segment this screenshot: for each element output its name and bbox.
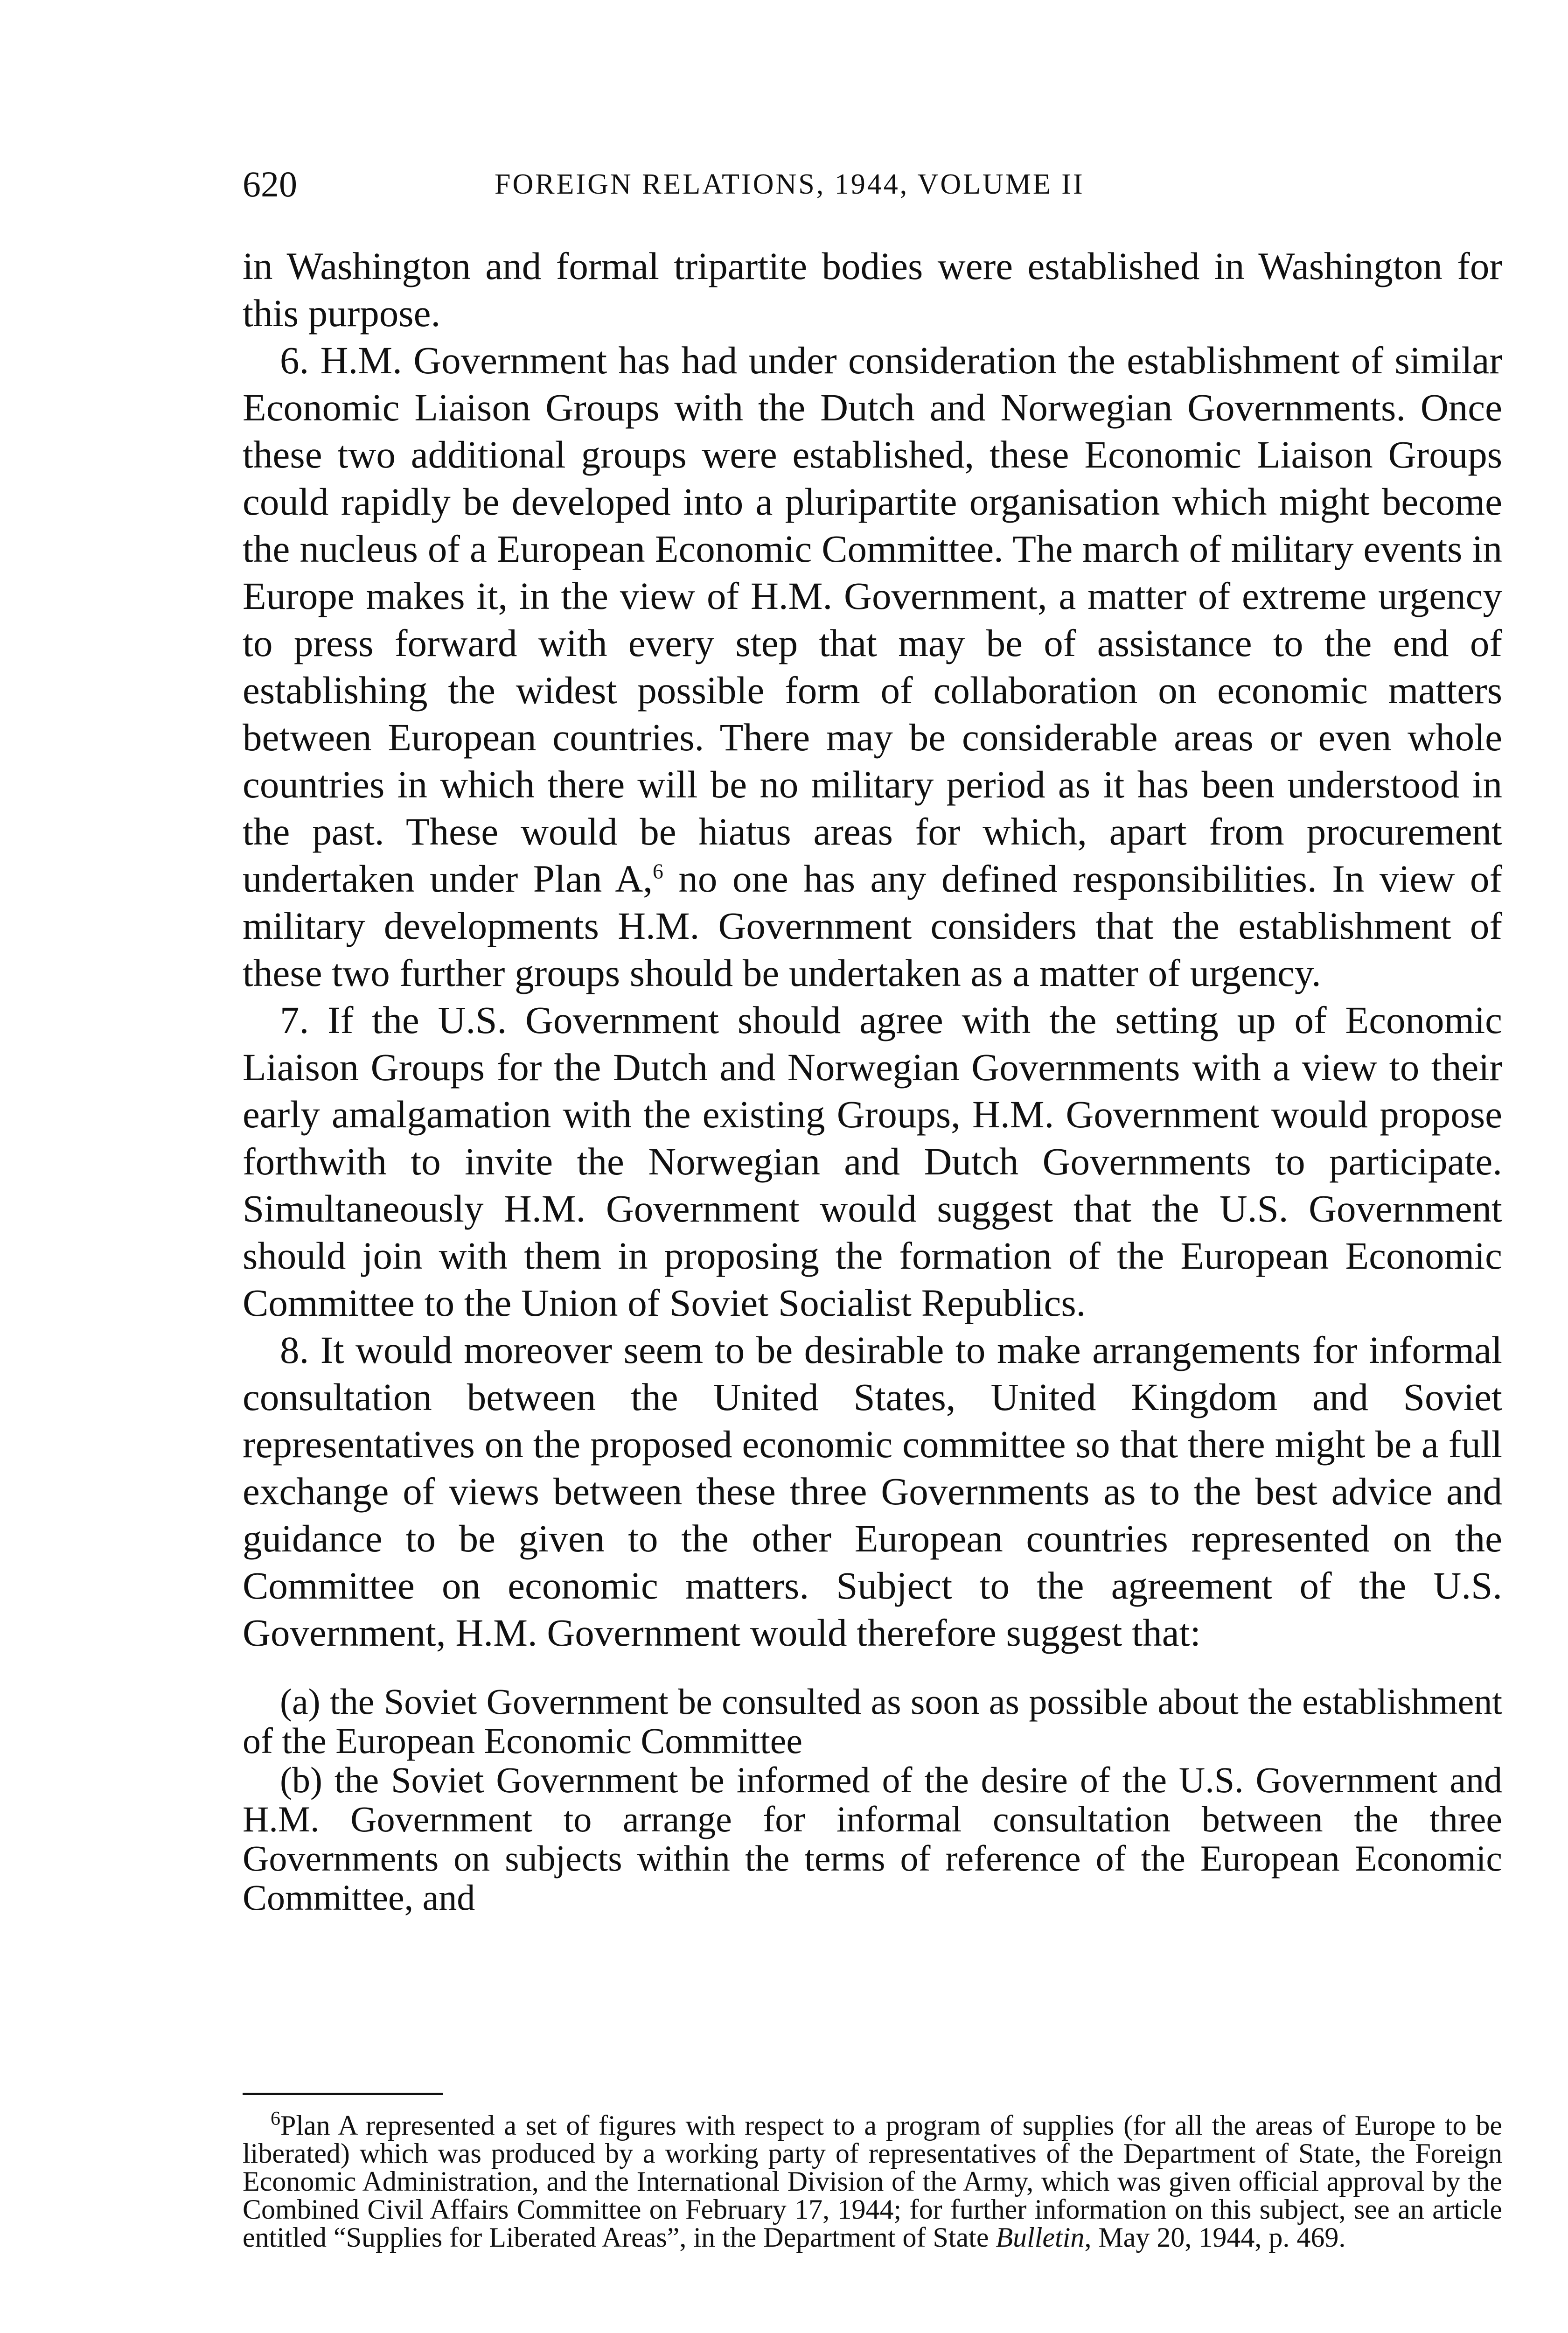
sub-item-b-text: the Soviet Government be informed of the desire of the U.S. Government and H.M. Government to arrange for informal consultation between the three Governments on subjects within the terms of reference of the European Economic Committee, and	[243, 1760, 1502, 1918]
footnote-text-continued: , May 20, 1944, p. 469.	[1084, 2222, 1346, 2253]
footnote-text: Plan A represented a set of figures with respect to a program of supplies (for all the areas of Europe to be liberated) which was produced by a working party of representatives of the Department of State, the Foreign Economic Administration, and the International Division of the Army, which was given official approval by the Combined Civil Affairs Committee on February 17, 1944; for further information on this subject, see an article entitled “Supplies for Liberated Areas”, in the Department of State	[243, 2110, 1502, 2253]
sub-item-b	[243, 1760, 1502, 1917]
body-text	[243, 243, 1502, 1917]
paragraph-6	[243, 337, 1502, 997]
footnote-publication-title: Bulletin	[996, 2222, 1085, 2253]
footnote-reference: 6	[653, 859, 663, 883]
footnote	[243, 2108, 1502, 2253]
page-header	[243, 159, 1493, 210]
running-head: FOREIGN RELATIONS, 1944, VOLUME II	[495, 168, 1085, 200]
sub-item-a-label: (a)	[280, 1681, 321, 1722]
paragraph-6-text-continued: no one has any defined responsibilities. In view of military developments H.M. Government considers that the establishment of these two further groups should be undertaken as a matter of urgency.	[243, 857, 1502, 994]
sub-item-a-text: the Soviet Government be consulted as soon as possible about the establishment of the European Economic Committee	[243, 1681, 1502, 1761]
paragraph-continuation: in Washington and formal tripartite bodies were established in Washington for this purpose.	[243, 244, 1502, 335]
page-number: 620	[243, 164, 297, 204]
sub-item-list	[243, 1682, 1502, 1917]
footnote-divider	[243, 2093, 443, 2095]
paragraph-7: 7. If the U.S. Government should agree with the setting up of Economic Liaison Groups for the Dutch and Norwegian Governments with a view to their early amalgamation with the existing Groups, H.M. Government would propose forthwith to invite the Norwegian and Dutch Governments to participate. Simultaneously H.M. Government would suggest that the U.S. Government should join with them in proposing the formation of the European Economic Committee to the Union of Soviet Socialist Republics.	[243, 999, 1502, 1324]
footnote-marker: 6	[271, 2108, 280, 2130]
sub-item-b-label: (b)	[280, 1760, 322, 1800]
paragraph-8: 8. It would moreover seem to be desirable to make arrangements for informal consultation between the United States, United Kingdom and Soviet representatives on the proposed economic committee so that there might be a full exchange of views between these three Governments as to the best advice and guidance to be given to the other European countries represented on the Committee on economic matters. Subject to the agreement of the U.S. Government, H.M. Government would therefore suggest that:	[243, 1328, 1502, 1654]
sub-item-a	[243, 1682, 1502, 1760]
paragraph-6-text: 6. H.M. Government has had under consideration the establishment of similar Economic Liaison Groups with the Dutch and Norwegian Governments. Once these two additional groups were established, these Economic Liaison Groups could rapidly be developed into a pluripartite organisation which might become the nucleus of a European Economic Committee. The march of military events in Europe makes it, in the view of H.M. Government, a matter of extreme urgency to press forward with every step that may be of assistance to the end of establishing the widest possible form of collaboration on economic matters between European countries. There may be considerable areas or even whole countries in which there will be no military period as it has been understood in the past. These would be hiatus areas for which, apart from procurement undertaken under Plan A,	[243, 339, 1502, 900]
